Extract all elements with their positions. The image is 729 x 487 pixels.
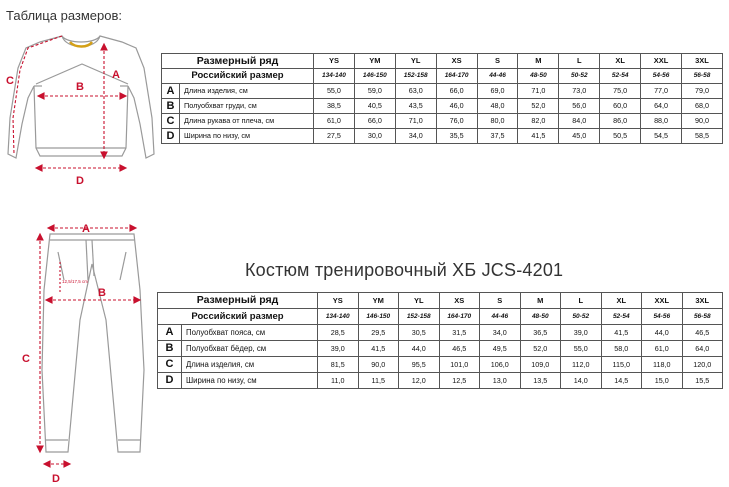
value-cell: 12,0 xyxy=(399,373,440,389)
ru-size-cell: 146-150 xyxy=(354,69,395,84)
size-cell: YL xyxy=(395,54,436,69)
value-cell: 44,0 xyxy=(642,325,683,341)
value-cell: 11,5 xyxy=(358,373,399,389)
value-cell: 79,0 xyxy=(682,84,723,99)
measure-letter: C xyxy=(158,357,182,373)
value-cell: 59,0 xyxy=(354,84,395,99)
value-cell: 81,5 xyxy=(318,357,359,373)
value-cell: 73,0 xyxy=(559,84,600,99)
value-cell: 82,0 xyxy=(518,114,559,129)
jacket-label-c: C xyxy=(6,75,14,87)
value-cell: 46,5 xyxy=(682,325,723,341)
pants-size-table xyxy=(157,292,723,389)
value-cell: 39,0 xyxy=(318,341,359,357)
value-cell: 55,0 xyxy=(314,84,355,99)
ru-size-cell: 54-56 xyxy=(641,69,682,84)
measure-desc: Полуобхват бёдер, см xyxy=(182,341,318,357)
value-cell: 112,0 xyxy=(561,357,602,373)
value-cell: 31,5 xyxy=(439,325,480,341)
value-cell: 41,5 xyxy=(358,341,399,357)
size-cell: YM xyxy=(354,54,395,69)
ru-size-cell: 56-58 xyxy=(682,309,723,325)
ru-size-row xyxy=(162,69,723,84)
value-cell: 64,0 xyxy=(641,99,682,114)
value-cell: 12,5 xyxy=(439,373,480,389)
ru-size-cell: 164-170 xyxy=(436,69,477,84)
ru-size-cell: 56-58 xyxy=(682,69,723,84)
pants-outline xyxy=(42,234,144,452)
value-cell: 76,0 xyxy=(436,114,477,129)
ru-size-cell: 48-50 xyxy=(518,69,559,84)
ru-size-cell: 44-46 xyxy=(477,69,518,84)
measure-desc: Длина изделия, см xyxy=(182,357,318,373)
measure-letter: A xyxy=(158,325,182,341)
jacket-label-d: D xyxy=(76,175,84,187)
pocket-size-label: 12,5/17,5 cm xyxy=(62,279,89,284)
pants-diagram xyxy=(0,220,160,487)
jacket-svg xyxy=(0,28,160,188)
size-cell: S xyxy=(477,54,518,69)
ru-size-label: Российский размер xyxy=(158,309,318,325)
value-cell: 49,5 xyxy=(480,341,521,357)
value-cell: 34,0 xyxy=(480,325,521,341)
page-title: Таблица размеров: xyxy=(6,8,123,23)
size-cell: XXL xyxy=(641,54,682,69)
value-cell: 75,0 xyxy=(600,84,641,99)
table-row xyxy=(158,325,723,341)
value-cell: 15,0 xyxy=(642,373,683,389)
table-row xyxy=(158,373,723,389)
value-cell: 13,5 xyxy=(520,373,561,389)
value-cell: 77,0 xyxy=(641,84,682,99)
value-cell: 40,5 xyxy=(354,99,395,114)
size-cell: XXL xyxy=(642,293,683,309)
product-title: Костюм тренировочный ХБ JCS-4201 xyxy=(245,260,564,280)
size-cell: L xyxy=(561,293,602,309)
value-cell: 14,5 xyxy=(601,373,642,389)
table-row xyxy=(162,99,723,114)
ru-size-cell: 44-46 xyxy=(480,309,521,325)
ru-size-cell: 152-158 xyxy=(399,309,440,325)
size-cell: YM xyxy=(358,293,399,309)
value-cell: 36,5 xyxy=(520,325,561,341)
value-cell: 63,0 xyxy=(395,84,436,99)
measure-letter: A xyxy=(162,84,180,99)
size-cell: YS xyxy=(314,54,355,69)
value-cell: 56,0 xyxy=(559,99,600,114)
table-row xyxy=(158,357,723,373)
value-cell: 95,5 xyxy=(399,357,440,373)
size-cell: M xyxy=(520,293,561,309)
value-cell: 115,0 xyxy=(601,357,642,373)
value-cell: 46,5 xyxy=(439,341,480,357)
measure-letter: C xyxy=(162,114,180,129)
measure-desc: Полуобхват пояса, см xyxy=(182,325,318,341)
value-cell: 66,0 xyxy=(436,84,477,99)
measure-letter: B xyxy=(162,99,180,114)
measure-letter: B xyxy=(158,341,182,357)
value-cell: 46,0 xyxy=(436,99,477,114)
value-cell: 37,5 xyxy=(477,129,518,144)
value-cell: 30,0 xyxy=(354,129,395,144)
size-cell: 3XL xyxy=(682,293,723,309)
jacket-diagram xyxy=(0,28,160,188)
value-cell: 61,0 xyxy=(314,114,355,129)
size-cell: M xyxy=(518,54,559,69)
size-cell: YS xyxy=(318,293,359,309)
jacket-label-b: B xyxy=(76,81,84,93)
value-cell: 90,0 xyxy=(682,114,723,129)
size-row xyxy=(158,293,723,309)
size-cell: 3XL xyxy=(682,54,723,69)
pants-label-c: C xyxy=(22,353,30,365)
size-cell: XS xyxy=(436,54,477,69)
value-cell: 84,0 xyxy=(559,114,600,129)
ru-size-label: Российский размер xyxy=(162,69,314,84)
value-cell: 30,5 xyxy=(399,325,440,341)
size-cell: XL xyxy=(600,54,641,69)
measure-desc: Ширина по низу, см xyxy=(182,373,318,389)
size-cell: L xyxy=(559,54,600,69)
value-cell: 44,0 xyxy=(399,341,440,357)
pants-label-a: A xyxy=(82,223,90,235)
ru-size-cell: 134-140 xyxy=(318,309,359,325)
value-cell: 34,0 xyxy=(395,129,436,144)
measure-letter: D xyxy=(162,129,180,144)
pants-svg xyxy=(0,220,160,487)
value-cell: 55,0 xyxy=(561,341,602,357)
value-cell: 86,0 xyxy=(600,114,641,129)
ru-size-cell: 152-158 xyxy=(395,69,436,84)
measure-letter: D xyxy=(158,373,182,389)
value-cell: 45,0 xyxy=(559,129,600,144)
value-cell: 69,0 xyxy=(477,84,518,99)
value-cell: 29,5 xyxy=(358,325,399,341)
value-cell: 88,0 xyxy=(641,114,682,129)
value-cell: 66,0 xyxy=(354,114,395,129)
value-cell: 71,0 xyxy=(518,84,559,99)
ru-size-cell: 52-54 xyxy=(601,309,642,325)
value-cell: 43,5 xyxy=(395,99,436,114)
table-row xyxy=(158,341,723,357)
size-row-label: Размерный ряд xyxy=(162,54,314,69)
jacket-size-table xyxy=(161,53,723,144)
ru-size-cell: 50-52 xyxy=(559,69,600,84)
ru-size-row xyxy=(158,309,723,325)
table-row xyxy=(162,84,723,99)
value-cell: 14,0 xyxy=(561,373,602,389)
size-cell: XS xyxy=(439,293,480,309)
value-cell: 120,0 xyxy=(682,357,723,373)
size-cell: YL xyxy=(399,293,440,309)
value-cell: 80,0 xyxy=(477,114,518,129)
jacket-label-a: A xyxy=(112,69,120,81)
measure-desc: Полуобхват груди, см xyxy=(180,99,314,114)
ru-size-cell: 50-52 xyxy=(561,309,602,325)
value-cell: 52,0 xyxy=(520,341,561,357)
measure-desc: Длина изделия, см xyxy=(180,84,314,99)
value-cell: 54,5 xyxy=(641,129,682,144)
value-cell: 71,0 xyxy=(395,114,436,129)
size-row-label: Размерный ряд xyxy=(158,293,318,309)
value-cell: 48,0 xyxy=(477,99,518,114)
value-cell: 15,5 xyxy=(682,373,723,389)
value-cell: 68,0 xyxy=(682,99,723,114)
size-cell: S xyxy=(480,293,521,309)
ru-size-cell: 48-50 xyxy=(520,309,561,325)
value-cell: 11,0 xyxy=(318,373,359,389)
size-cell: XL xyxy=(601,293,642,309)
value-cell: 52,0 xyxy=(518,99,559,114)
value-cell: 90,0 xyxy=(358,357,399,373)
ru-size-cell: 134-140 xyxy=(314,69,355,84)
value-cell: 28,5 xyxy=(318,325,359,341)
pants-label-b: B xyxy=(98,287,106,299)
value-cell: 58,5 xyxy=(682,129,723,144)
value-cell: 35,5 xyxy=(436,129,477,144)
ru-size-cell: 52-54 xyxy=(600,69,641,84)
pants-label-d: D xyxy=(52,473,60,485)
value-cell: 41,5 xyxy=(518,129,559,144)
value-cell: 60,0 xyxy=(600,99,641,114)
value-cell: 41,5 xyxy=(601,325,642,341)
value-cell: 39,0 xyxy=(561,325,602,341)
value-cell: 58,0 xyxy=(601,341,642,357)
measure-desc: Ширина по низу, см xyxy=(180,129,314,144)
value-cell: 50,5 xyxy=(600,129,641,144)
measure-desc: Длина рукава от плеча, см xyxy=(180,114,314,129)
value-cell: 61,0 xyxy=(642,341,683,357)
value-cell: 109,0 xyxy=(520,357,561,373)
size-row xyxy=(162,54,723,69)
collar-accent xyxy=(70,42,92,47)
ru-size-cell: 146-150 xyxy=(358,309,399,325)
value-cell: 38,5 xyxy=(314,99,355,114)
value-cell: 64,0 xyxy=(682,341,723,357)
value-cell: 27,5 xyxy=(314,129,355,144)
value-cell: 106,0 xyxy=(480,357,521,373)
value-cell: 118,0 xyxy=(642,357,683,373)
table-row xyxy=(162,114,723,129)
table-row xyxy=(162,129,723,144)
ru-size-cell: 54-56 xyxy=(642,309,683,325)
value-cell: 13,0 xyxy=(480,373,521,389)
jacket-outline xyxy=(8,36,154,158)
ru-size-cell: 164-170 xyxy=(439,309,480,325)
jacket-measures xyxy=(13,36,126,171)
value-cell: 101,0 xyxy=(439,357,480,373)
